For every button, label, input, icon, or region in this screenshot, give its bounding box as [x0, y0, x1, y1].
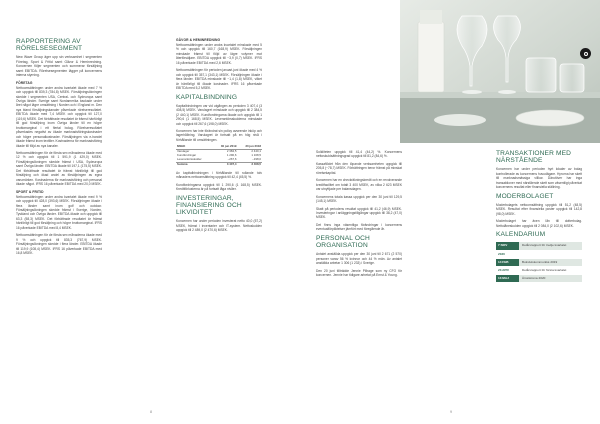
moderbolaget-paragraph-1: Moderbolagets nettoomsättning uppgick till 51,2 (48,5) MSEK. Resultat efter finansiella poster uppgick till 142,8 (98,0) MSEK.	[496, 202, 582, 216]
table-header-cell: 30 jun 2019	[213, 145, 237, 149]
calendar-date: 13 MAJ	[496, 275, 519, 282]
capital-table	[176, 145, 262, 167]
personal-heading: PERSONAL OCH ORGANISATION	[316, 234, 370, 249]
finance-paragraph-3: Koncernen har en checkräkningskredit och en revolverande kreditfacilitet om totalt 3 400 MSEK, av vilka 2 623 MSEK var utnyttjade per balansdagen.	[316, 178, 402, 192]
right-column-2	[496, 150, 582, 283]
table-cell: 2 440,1	[251, 149, 261, 154]
kapitalbindning-paragraph-2: Koncernen har inte förändrat sin policy avseende inköp och lagerhållning. Varulagret är fortsatt på en hög nivå i förhållande till omsättningen.	[176, 129, 262, 142]
left-column-1	[16, 38, 102, 259]
table-cell: 2 384,5	[226, 149, 237, 154]
sport-heading: SPORT & FRITID	[16, 189, 44, 194]
calendar-event	[519, 251, 582, 258]
calendar-date: 23 APR	[496, 267, 519, 274]
personal-paragraph-2: Den 20 juni tillträdde Jennie Pilhage som ny CFO för koncernen. Jennie har tidigare arbetat på Ernst & Young.	[316, 268, 402, 278]
table-header-cell: 30 jun 2018	[238, 145, 263, 149]
finance-paragraph-6: Det finns inga väsentliga förändringar i koncernens eventualförpliktelser jämfört med föregående år.	[316, 222, 402, 232]
kalendarium-heading: KALENDARIUM	[496, 231, 546, 239]
table-cell: Summa	[176, 162, 213, 166]
foretag-paragraph-1: Nettoomsättningen under andra kvartalet ökade med 7 % och uppgick till 839,3 (784,8) MSEK. Försäljningsökningen skedde i segmenten USA, Central- och Sydeuropa samt Övriga länder. Sverige samt Nordamerika backade under året något lägre omsättning i Norden och i England m. Den nya bland försäljningskanaler påverkade rörelseresultatet. EBITDA ökade med 7,4 MSEK och uppgick till 127,0 (119,6) MSEK. Det förbättrade resultatet är främst hänförligt till god försäljning inom Övriga länder till en högre bruttomarginal i ett flertal bolag. Rörelseresultatet påverkades negativt av ökade marknadsföringskostnader och högre personalkostnader. Försäljningen via e-handel ökade främst inom textilier. Kostnaderna för marknadsföring ökade till följd av nya kanaler.	[16, 85, 102, 148]
calendar-event: Årsstämma 2020	[519, 275, 582, 282]
table-cell: Kundfordringar	[177, 153, 197, 158]
kapitalbindning-heading: KAPITALBINDNING	[176, 93, 238, 101]
calendar-date: 7 NOV	[496, 242, 519, 249]
table-sum-row	[176, 162, 262, 166]
segment-reporting-heading: RAPPORTERING AV RÖRELSESEGMENT	[16, 38, 83, 53]
calendar-row	[496, 251, 582, 258]
gavor-heading: GÅVOR & HEMINREDNING	[176, 38, 221, 42]
transactions-paragraph: Koncernen har under perioden hyrt lokaler av bolag kontrollerade av koncernens huvudägare. Hyrorna har skett till marknadsmässiga villkor. Därutöver har inga transaktioner med närstående skett som väsentligt påverkat koncernens resultat eller finansiella ställning.	[496, 167, 582, 190]
investeringar-paragraph-1: Koncernen har under perioden investerat netto 40,0 (57,2) MSEK, främst i inventarier och IT-system. Nettoskulden uppgick till 2 489,0 (2 470,6) MSEK.	[176, 219, 262, 233]
kapitalbindning-paragraph-3: Av kapitalbindningen i förhållande till rullande tolv månaders nettoomsättning uppgick till 42,4 (45,5) %.	[176, 170, 262, 180]
kapitalbindning-paragraph-4: Kundfordringarna uppgick till 1 290,6 (1 168,5) MSEK. Kreditförlusterna är på fortsatt låga nivåer.	[176, 182, 262, 192]
brand-logo-icon	[580, 48, 591, 59]
sport-paragraph-2: Nettoomsättningen för de första sex månaderna ökade med 9 % och uppgick till 835,3 (767,9) MSEK. Försäljningsökningen skedde i flera länder. EBITDA ökade till 119,9 (108,4) MSEK. IFRS 16 påverkade EBITDA med 16,8 MSEK.	[16, 233, 102, 256]
moderbolaget-heading: MODERBOLAGET	[496, 192, 554, 200]
table-cell: 3 407,4	[213, 162, 237, 166]
calendar-row	[496, 242, 582, 249]
personal-paragraph-1: Antalet anställda uppgick per den 30 juni till 2 671 (2 570) personer varav 56 % kvinnor och 44 % män. Av antalet anställda arbetar 1 306 (1 233) i Sverige.	[316, 252, 402, 266]
calendar-event: Delårsrapport för tredje kvartalet	[519, 242, 582, 249]
page-number-right: 9	[450, 410, 452, 414]
investeringar-heading: INVESTERINGAR, FINANSIERING OCH LIKVIDITET	[176, 194, 242, 217]
calendar-row	[496, 259, 582, 266]
calendar-row	[496, 275, 582, 282]
gavor-paragraph-2: Nettoomsättningen för perioden januari-juni ökade med 4 % och uppgick till 357,1 (343,1) MSEK. Försäljningen ökade i flera länder. EBITDA minskade till −1,4 (1,8) MSEK, vilket är hänförligt till ökade kostnader. IFRS 16 påverkade EBITDA med 5,2 MSEK.	[176, 68, 262, 91]
calendar-date: 14 FEB	[496, 259, 519, 266]
table-header-cell: MSEK	[176, 145, 213, 149]
segment-intro: New Wave Group äger upp sin verksamhet i segmenten Företag, Sport & Fritid samt Gåvor & Heminredning. Koncernen följer segmenten och summerar försäljning samt EBITDA. Rörelsesegmenten lägger på koncernens interna styrning.	[16, 55, 102, 78]
transactions-heading: TRANSAKTIONER MED NÄRSTÅENDE	[496, 150, 572, 165]
table-cell: 1 168,5	[251, 153, 261, 158]
calendar-event: Delårsrapport för första kvartalet	[522, 267, 567, 272]
page-number-left: 8	[150, 410, 152, 414]
foretag-paragraph-2: Nettoomsättningen för de första sex månaderna ökade med 12 % och uppgick till 1 591,9 (1 429,0) MSEK. Försäljningsökningen skedde främst i USA, Sydeuropa samt Övriga länder. EBITDA ökade till 197,1 (175,5) MSEK. Det förbättrade resultatet är främst hänförligt till god försäljning och ökad andel av försäljningen av egna varumärken. Kostnaderna för marknadsföring och personal ökade något. IFRS 16 påverkade EBITDA med 20,0 MSEK.	[16, 151, 102, 187]
calendar-date: 2020	[496, 251, 519, 258]
table-cell: 3 408,5	[238, 162, 263, 166]
sport-paragraph-1: Nettoomsättningen under andra kvartalet ökade med 9 % och uppgick till 428,0 (393,6) MSEK. Försäljningen ökade i flera länder samt inom golf och outdoor. Försäljningsökningen skedde främst i Sverige, Norden, Tyskland och Övriga länder. EBITDA ökade och uppgick till 63,3 (58,3) MSEK. Det förbättrade resultatet är främst hänförligt till god försäljning och högre bruttomarginal. IFRS 16 påverkade EBITDA med 8,4 MSEK.	[16, 194, 102, 230]
finance-paragraph-1: Soliditeten uppgick till 41,4 (44,2) %. Koncernens nettoskuldsättningsgrad uppgick till 81,2 (84,6) %.	[316, 150, 402, 159]
table-cell: −198,0	[252, 157, 261, 162]
finance-paragraph-4: Koncernens totala kassa uppgick per den 30 juni till 129,5 (145,1) MSEK.	[316, 194, 402, 204]
table-cell: 1 290,6	[226, 153, 237, 158]
gavor-paragraph-1: Nettoomsättningen under andra kvartalet minskade med 5 % och uppgick till 160,7 (168,9) MSEK. Försäljningen minskade främst till följd av lägre volymer mot återförsäljare. EBITDA uppgick till −3,9 (0,7) MSEK. IFRS 16 påverkade EBITDA med 2,6 MSEK.	[176, 43, 262, 65]
calendar-row	[496, 267, 582, 274]
right-column-1	[316, 150, 402, 280]
table-cell: Leverantörsskulder	[177, 157, 202, 162]
product-photo	[400, 0, 600, 143]
calendar-table	[496, 241, 582, 283]
calendar-event: Bokslutskommuniké 2019	[519, 259, 582, 266]
finance-paragraph-5: Skatt på periodens resultat uppgick till 41,2 (46,9) MSEK. Investeringar i anläggningstillgångar uppgick till 38,2 (47,0) MSEK.	[316, 206, 402, 220]
left-column-2	[176, 38, 262, 236]
finance-paragraph-2: Kassaflödet från den löpande verksamheten uppgick till 205,8 (−78,7) MSEK. Förbättringen beror främst på minskat rörelsekapital.	[316, 161, 402, 175]
foretag-heading: FÖRETAG	[16, 80, 33, 85]
table-cell: Varulager	[177, 149, 190, 154]
kapitalbindning-paragraph-1: Kapitalbindningen var vid utgången av perioden 3 407,4 (3 408,5) MSEK. Varulagret minskade och uppgick till 2 384,5 (2 440,1) MSEK. Kundfordringarna ökade och uppgick till 1 290,6 (1 168,5) MSEK. Leverantörsskulderna minskade och uppgick till 267,6 (198,0) MSEK.	[176, 103, 262, 126]
moderbolaget-paragraph-2: Moderbolaget har även lån till dotterbolag. Nettolåneskulden uppgick till 2 084,0 (2 102,6) MSEK.	[496, 219, 582, 228]
table-cell: −267,6	[227, 157, 237, 162]
